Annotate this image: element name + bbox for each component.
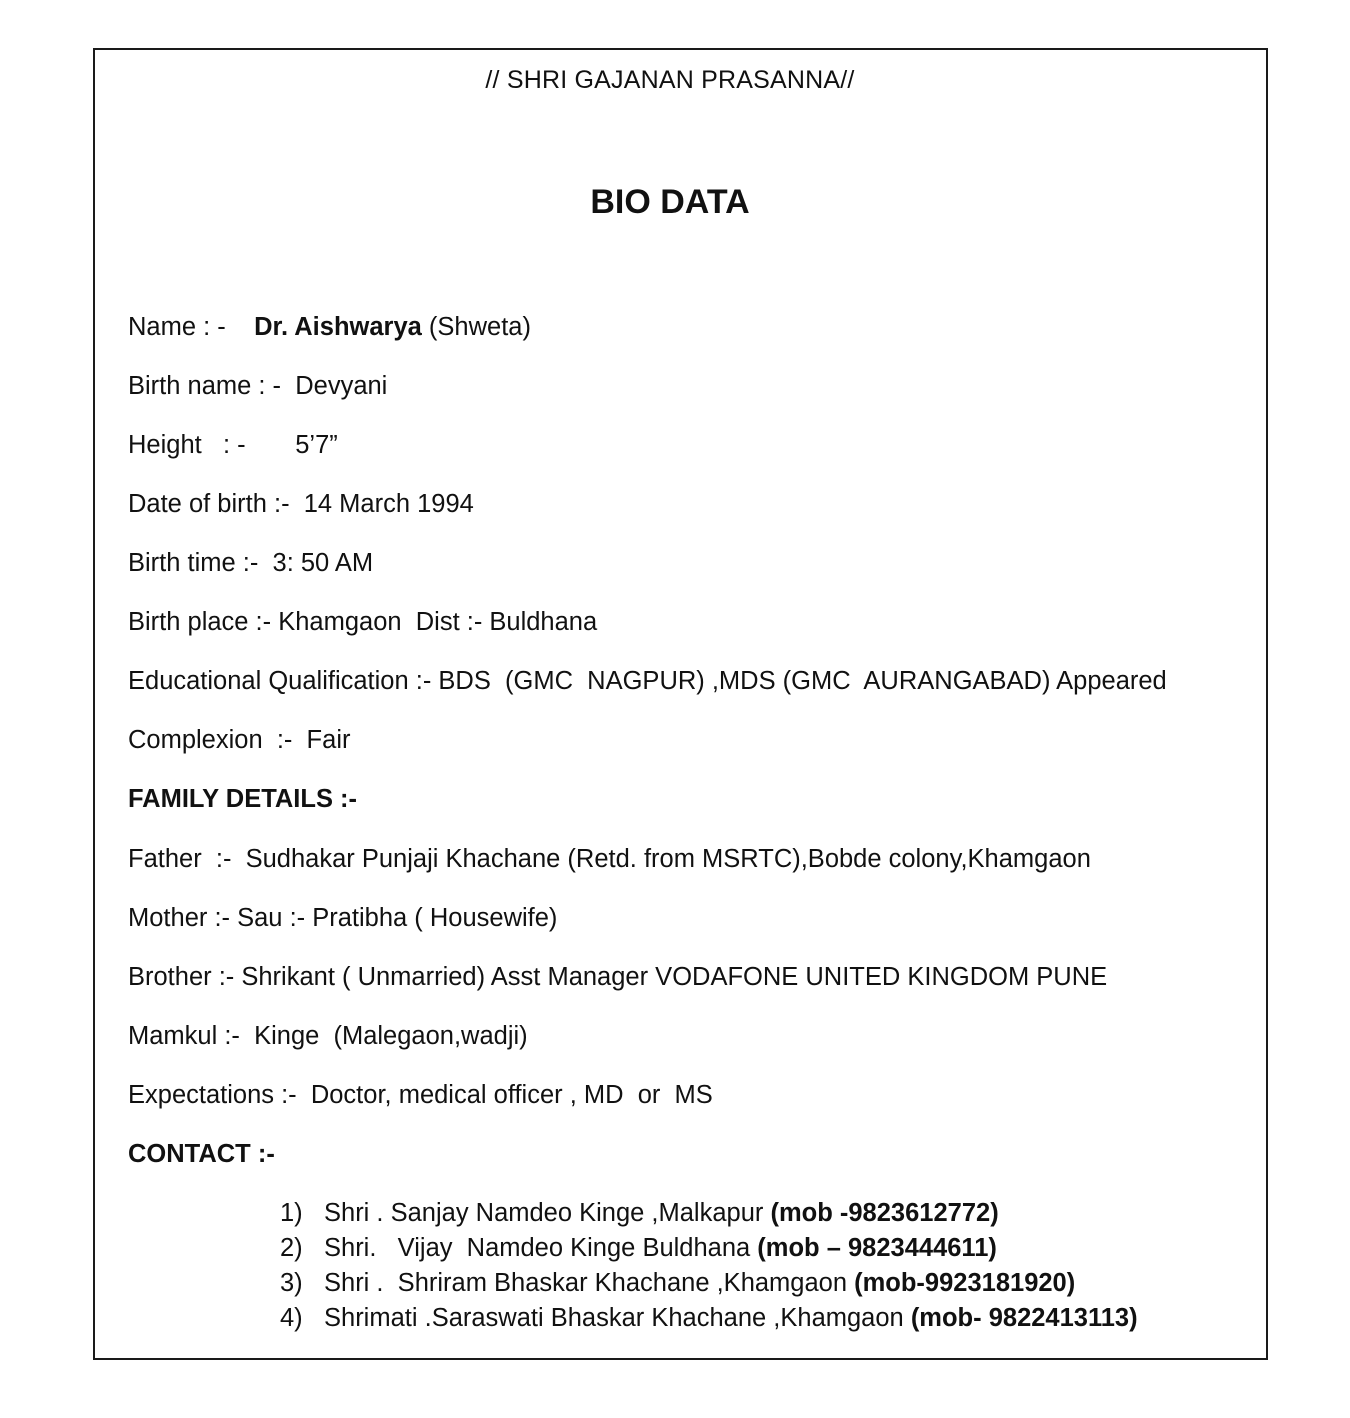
height-row: Height : - 5’7”	[128, 431, 338, 459]
education-row: Educational Qualification :- BDS (GMC NAGPUR) ,MDS (GMC AURANGABAD) Appeared	[128, 667, 1167, 695]
contact-item	[280, 1234, 1138, 1269]
contact-number: 2)	[280, 1234, 303, 1262]
contact-item	[280, 1199, 1138, 1234]
name-alias: (Shweta)	[421, 313, 531, 341]
contact-heading: CONTACT :-	[128, 1140, 275, 1168]
name-value: Dr. Aishwarya	[254, 313, 422, 341]
contact-item	[280, 1304, 1138, 1339]
mother-row: Mother :- Sau :- Pratibha ( Housewife)	[128, 904, 558, 932]
brother-row: Brother :- Shrikant ( Unmarried) Asst Manager VODAFONE UNITED KINGDOM PUNE	[128, 963, 1108, 991]
family-details-heading: FAMILY DETAILS :-	[128, 785, 358, 813]
contact-number: 3)	[280, 1269, 303, 1297]
contact-number: 4)	[280, 1304, 303, 1332]
contact-name: Shrimati .Saraswati Bhaskar Khachane ,Khamgaon	[324, 1304, 911, 1332]
contact-item	[280, 1269, 1138, 1304]
birth-place-row: Birth place :- Khamgaon Dist :- Buldhana	[128, 608, 598, 636]
birth-name-row: Birth name : - Devyani	[128, 372, 388, 400]
birth-time-row: Birth time :- 3: 50 AM	[128, 549, 374, 577]
mamkul-row: Mamkul :- Kinge (Malegaon,wadji)	[128, 1022, 528, 1050]
expectations-row: Expectations :- Doctor, medical officer , MD or MS	[128, 1081, 713, 1109]
page-title: BIO DATA	[590, 183, 750, 221]
contact-mobile: (mob -9823612772)	[770, 1199, 999, 1227]
contact-mobile: (mob-9923181920)	[854, 1269, 1076, 1297]
contact-name: Shri . Sanjay Namdeo Kinge ,Malkapur	[324, 1199, 771, 1227]
contact-list	[280, 1199, 1138, 1339]
complexion-row: Complexion :- Fair	[128, 726, 351, 754]
name-row	[128, 313, 531, 342]
contact-name: Shri. Vijay Namdeo Kinge Buldhana	[324, 1234, 758, 1262]
invocation-line: // SHRI GAJANAN PRASANNA//	[485, 66, 855, 94]
name-label: Name : -	[128, 313, 255, 341]
dob-row: Date of birth :- 14 March 1994	[128, 490, 474, 518]
father-row: Father :- Sudhakar Punjaji Khachane (Retd. from MSRTC),Bobde colony,Khamgaon	[128, 845, 1091, 873]
contact-mobile: (mob- 9822413113)	[910, 1304, 1138, 1332]
contact-name: Shri . Shriram Bhaskar Khachane ,Khamgaon	[324, 1269, 855, 1297]
contact-number: 1)	[280, 1199, 303, 1227]
contact-mobile: (mob – 9823444611)	[757, 1234, 997, 1262]
